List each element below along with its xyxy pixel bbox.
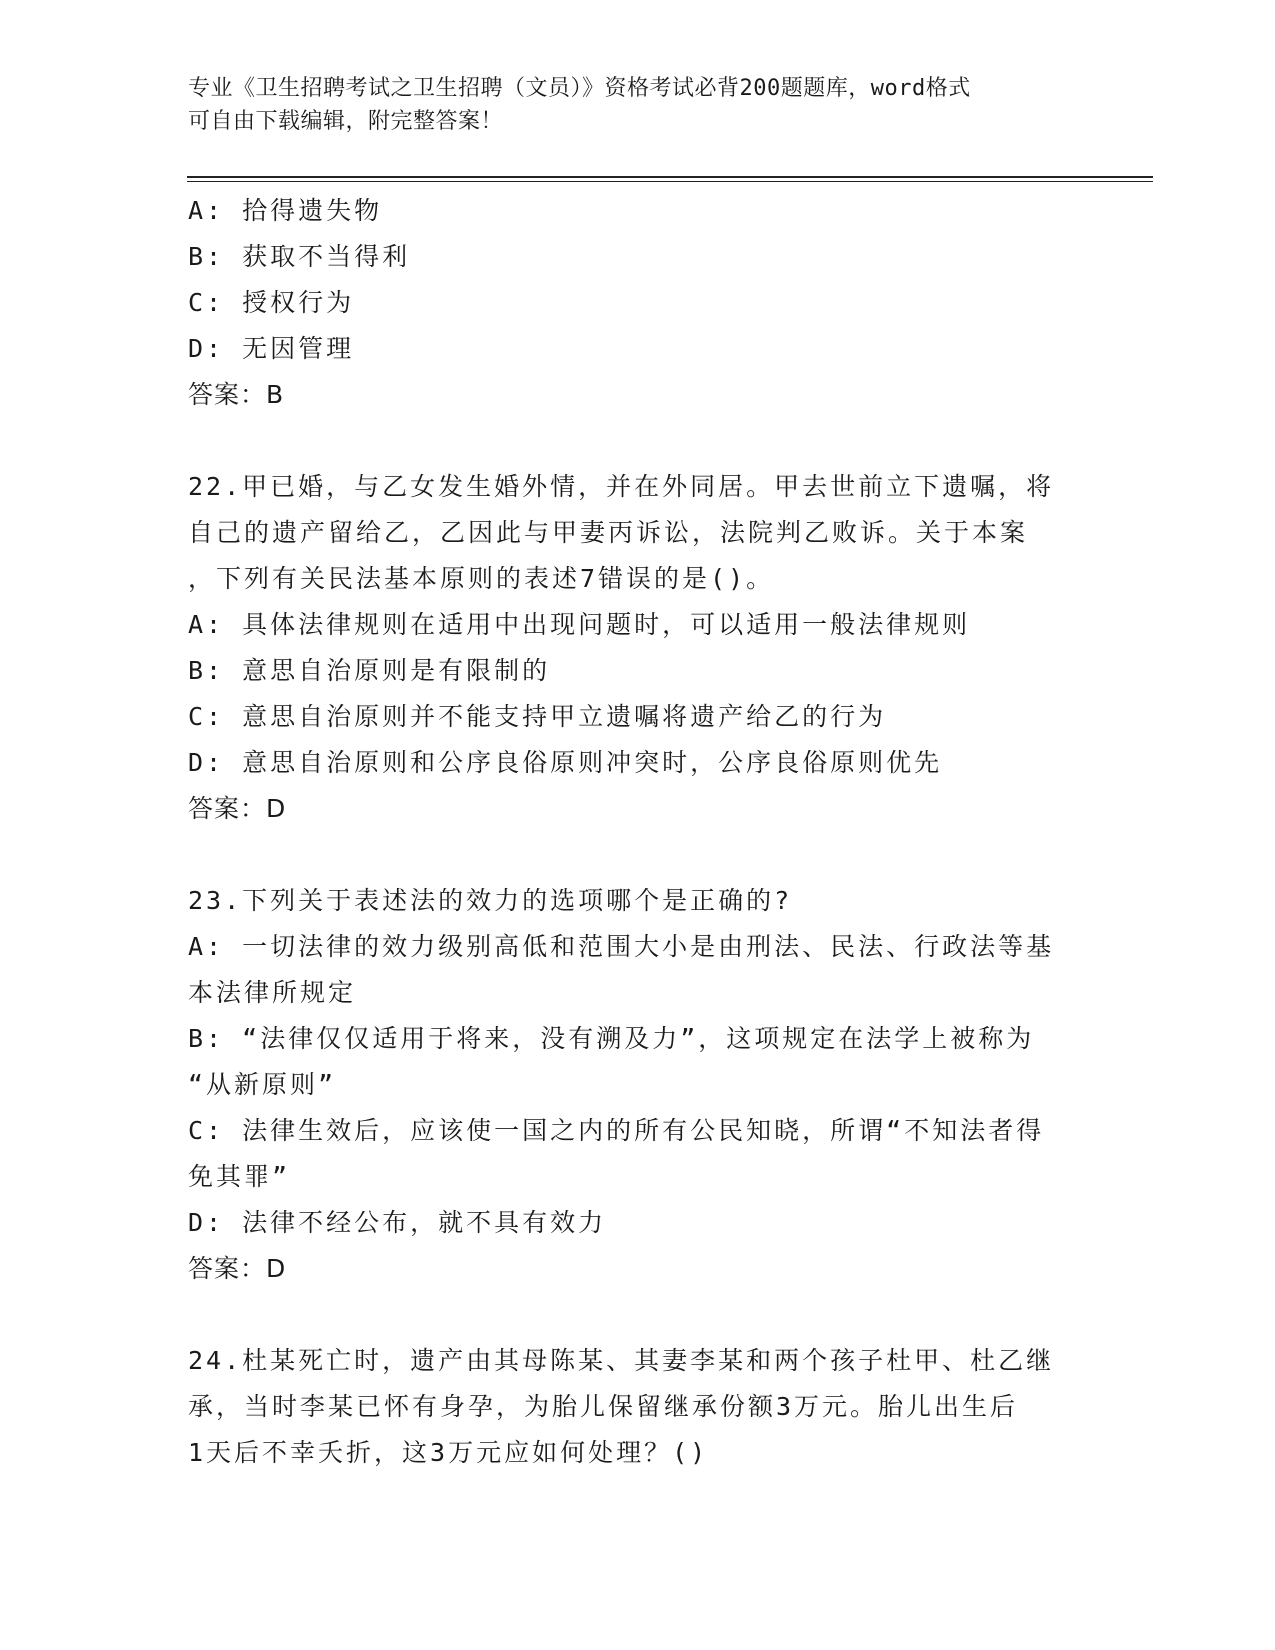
header-divider-thin xyxy=(187,181,1153,182)
option-b: B: 意思自治原则是有限制的 xyxy=(188,656,551,685)
option-c: C: 授权行为 xyxy=(188,288,355,317)
answer: 答案：D xyxy=(188,794,287,823)
question-stem: 24.杜某死亡时，遗产由其母陈某、其妻李某和两个孩子杜甲、杜乙继 xyxy=(188,1346,1055,1375)
option-d: D: 无因管理 xyxy=(188,334,355,363)
header-line-1: 专业《卫生招聘考试之卫生招聘（文员）》资格考试必背200题题库，word格式 xyxy=(188,76,971,101)
question-stem: 22.甲已婚，与乙女发生婚外情，并在外同居。甲去世前立下遗嘱，将 xyxy=(188,472,1055,501)
header-divider-thick xyxy=(187,176,1153,178)
question-23 xyxy=(188,878,1088,1292)
spacer xyxy=(188,1292,1088,1338)
option-a: A: 拾得遗失物 xyxy=(188,196,383,225)
option-b: B: “法律仅仅适用于将来，没有溯及力”，这项规定在法学上被称为 xyxy=(188,1024,1035,1053)
question-stem: 1天后不幸夭折，这3万元应如何处理？() xyxy=(188,1438,709,1467)
spacer xyxy=(188,418,1088,464)
option-d: D: 意思自治原则和公序良俗原则冲突时，公序良俗原则优先 xyxy=(188,748,943,777)
option-c-continued: 免其罪” xyxy=(188,1162,291,1191)
question-stem: 自己的遗产留给乙，乙因此与甲妻丙诉讼，法院判乙败诉。关于本案 xyxy=(188,518,1029,547)
document-header xyxy=(188,72,1068,138)
question-21 xyxy=(188,188,1088,418)
question-22 xyxy=(188,464,1088,832)
question-stem: ，下列有关民法基本原则的表述7错误的是()。 xyxy=(188,564,775,593)
option-a: A: 具体法律规则在适用中出现问题时，可以适用一般法律规则 xyxy=(188,610,971,639)
option-a-continued: 本法律所规定 xyxy=(188,978,357,1007)
option-c: C: 意思自治原则并不能支持甲立遗嘱将遗产给乙的行为 xyxy=(188,702,887,731)
answer: 答案：D xyxy=(188,1254,287,1283)
question-list xyxy=(188,188,1088,1476)
header-line-2: 可自由下载编辑，附完整答案！ xyxy=(188,109,504,134)
question-stem: 承，当时李某已怀有身孕，为胎儿保留继承份额3万元。胎儿出生后 xyxy=(188,1392,1019,1421)
question-24 xyxy=(188,1338,1088,1476)
option-b: B: 获取不当得利 xyxy=(188,242,411,271)
answer: 答案：B xyxy=(188,380,285,409)
spacer xyxy=(188,832,1088,878)
option-a: A: 一切法律的效力级别高低和范围大小是由刑法、民法、行政法等基 xyxy=(188,932,1055,961)
option-c: C: 法律生效后，应该使一国之内的所有公民知晓，所谓“不知法者得 xyxy=(188,1116,1045,1145)
option-d: D: 法律不经公布，就不具有效力 xyxy=(188,1208,607,1237)
question-stem: 23.下列关于表述法的效力的选项哪个是正确的? xyxy=(188,886,793,915)
option-b-continued: “从新原则” xyxy=(188,1070,337,1099)
